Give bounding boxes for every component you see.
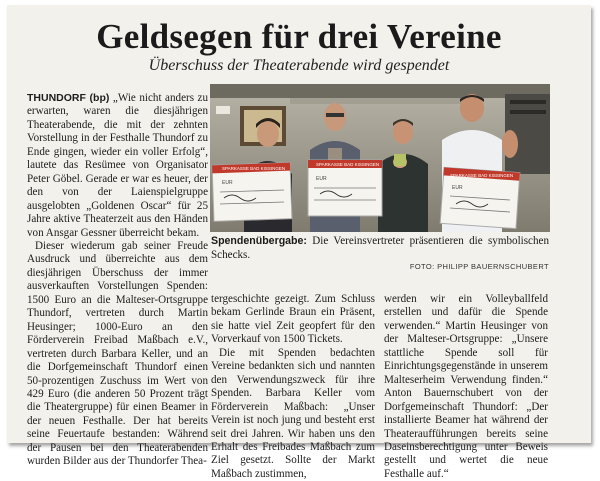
subheadline: Überschuss der Theaterabende wird gespendet (148, 57, 450, 74)
paragraph-3: tergeschichte gezeigt. Zum Schluss bekam Gerlinde Braun ein Präsent, sie hatte viel Zeit geopfert für den Vorverkauf von 1500 Tickets. (211, 293, 375, 346)
cheque-1-bank: SPARKASSE BAD KISSINGEN (222, 166, 286, 171)
cheque-1-currency: EUR (222, 180, 233, 186)
article-column-2 (211, 293, 375, 481)
caption-label: Spendenübergabe: (211, 235, 307, 247)
photo-illustration (210, 84, 550, 232)
photo-caption (211, 235, 549, 262)
cheque-2-currency: EUR (316, 176, 327, 182)
article-column-3 (384, 293, 548, 481)
article-column-1 (27, 92, 208, 469)
paragraph-1 (27, 92, 208, 240)
cheque-2-bank: SPARKASSE BAD KISSINGEN (316, 162, 380, 167)
paragraph-5: werden wir ein Volleyballfeld erstellen und dafür die Spende verwenden.“ Martin Heusinger von der Malteser-Ortsgruppe: „Unsere stattliche Spende soll für Einrichtungsgegenstände in unserem Malteserheim Verwendung finden.“ Anton Bauernschubert von der Dorfgemeinschaft Thundorf: „Der installierte Beamer hat während der Theateraufführungen bereits seine Daseinsberechtigung unter Beweis gestellt und wertet die neue Festhalle auf.“ (384, 293, 548, 480)
newspaper-clipping (7, 5, 591, 480)
cheque-3-bank: SPARKASSE BAD KISSINGEN (450, 173, 514, 178)
cheque-3-currency: EUR (452, 185, 463, 191)
caption-text: Die Vereinsvertreter präsentieren die symbolischen Schecks. (211, 235, 549, 261)
paragraph-4: Die mit Spenden bedachten Vereine bedankten sich und nannten den Verwendungszweck für ihre Spenden. Barbara Keller vom Förderverein Maßbach: „Unser Verein ist noch jung und besteht erst seit drei Jahren. Wir haben uns den Erhalt des Freibades Maßbach zum Ziel gesetzt. Sollte der Markt Maßbach zustimmen, (211, 346, 375, 480)
paragraph-2: Dieser wiederum gab seiner Freude Ausdruck und überreichte aus dem diesjährigen Überschuss der immer ausverkauften Vorstellungen Spenden: 1500 Euro an die Malteser-Ortsgruppe Thundorf, vertreten durch Martin Heusinger; 1000-Euro an den Förderverein Freibad Maßbach e.V., vertreten durch Barbara Keller, und an die Dorfgemeinschaft Thundorf einen 50-prozentigen Zuschuss im Wert von 429 Euro (die anderen 50 Prozent trägt die Theatergruppe) für einen Beamer in der neuen Festhalle. Der hat bereits seine Feuertaufe bestanden: Während der Pausen bei den Theaterabenden wurden Bilder aus der Thundorfer Thea- (27, 239, 208, 468)
cheque-2 (308, 160, 382, 216)
paragraph-text: „Wie nicht anders zu erwarten, waren die diesjährigen Theaterabende, die mit der zehnten Vorstellung in der Festhalle Thundorf zu Ende gingen, wieder ein voller Erfolg“, lautete das Resümee von Organisator Peter Göbel. Gerade er war es heuer, der den von der Laienspielgruppe ausgelobten „Goldenen Oscar“ für 25 Jahre aktive Theaterzeit aus den Händen von Ansgar Gessner überreicht bekam. (27, 92, 208, 239)
cheque-1 (212, 163, 292, 222)
photo-credit: FOTO: PHILIPP BAUERNSCHUBERT (409, 262, 549, 271)
headline: Geldsegen für drei Vereine (96, 17, 502, 56)
dateline: THUNDORF (bp) (27, 92, 110, 104)
article-photo (210, 84, 550, 232)
